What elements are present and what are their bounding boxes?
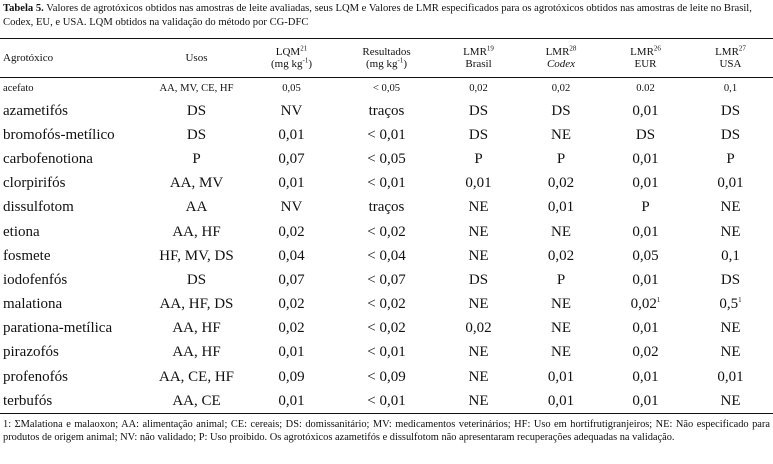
cell-usos: AA, HF — [172, 344, 221, 361]
cell-usos: AA, HF — [172, 223, 221, 240]
header-row — [0, 39, 773, 78]
cell-lmr-brasil: DS — [468, 271, 489, 288]
cell-agrotoxico: malationa — [3, 296, 63, 313]
table-row — [0, 172, 773, 196]
cell-lmr-brasil: P — [474, 150, 483, 167]
cell-lmr-codex: NE — [551, 223, 571, 240]
cell-resultados: < 0,09 — [367, 368, 406, 385]
cell-usos: DS — [186, 271, 207, 288]
table-row — [0, 123, 773, 147]
cell-lmr-usa: DS — [720, 271, 741, 288]
cell-lmr-codex: 0,02 — [547, 175, 575, 192]
cell-resultados: traços — [368, 199, 405, 216]
cell-lqm: 0,09 — [278, 368, 305, 385]
cell-lmr-codex: 0,01 — [547, 199, 575, 216]
cell-lqm: 0,02 — [278, 320, 305, 337]
cell-lmr-codex: NE — [551, 126, 571, 143]
cell-lqm: 0,01 — [278, 126, 305, 143]
cell-usos: P — [192, 150, 201, 167]
cell-lmr-brasil: DS — [468, 102, 489, 119]
cell-resultados: < 0,07 — [367, 271, 406, 288]
cell-agrotoxico: azametifós — [3, 102, 68, 119]
cell-resultados: < 0,02 — [367, 296, 406, 313]
cell-usos: AA, MV — [169, 175, 224, 192]
cell-lmr-eur: 0,01 — [632, 320, 659, 337]
header-lmr-usa: LMR$^{27}$ USA — [715, 44, 746, 70]
cell-lmr-brasil: DS — [468, 126, 489, 143]
cell-lmr-brasil: NE — [468, 368, 489, 385]
cell-usos: DS — [186, 102, 207, 119]
cell-lmr-eur: 0,02$^1$ — [630, 296, 661, 313]
cell-lmr-eur: 0,01 — [632, 271, 659, 288]
cell-agrotoxico: terbufós — [3, 392, 53, 409]
cell-lmr-codex: 0,02 — [551, 83, 571, 94]
cell-lmr-usa: NE — [720, 223, 741, 240]
cell-lqm: NV — [280, 199, 303, 216]
cell-usos: AA, HF — [172, 320, 221, 337]
cell-lmr-usa: 0,01 — [717, 175, 744, 192]
cell-lmr-eur: 0.02 — [636, 83, 655, 94]
cell-usos: AA, CE, HF — [158, 368, 234, 385]
table-row — [0, 78, 773, 100]
cell-lmr-usa: 0,1 — [721, 247, 740, 264]
cell-usos: DS — [186, 126, 207, 143]
cell-lqm: 0,02 — [278, 223, 305, 240]
header-resultados: Resultados (mg $kg^{-1}$) — [362, 46, 411, 70]
cell-lmr-codex: P — [556, 271, 566, 288]
cell-lmr-eur: P — [641, 199, 650, 216]
header-lmr-eur: LMR$^{26}$ EUR — [630, 44, 661, 70]
cell-lqm: 0,05 — [282, 83, 301, 94]
cell-lmr-usa: NE — [720, 320, 741, 337]
table-row — [0, 365, 773, 389]
table-row — [0, 268, 773, 292]
cell-lqm: NV — [280, 102, 303, 119]
cell-lmr-eur: 0,01 — [632, 175, 659, 192]
cell-resultados: < 0,02 — [367, 320, 406, 337]
cell-lqm: 0,07 — [278, 271, 305, 288]
cell-usos: HF, MV, DS — [159, 247, 234, 264]
cell-lmr-codex: NE — [551, 296, 571, 313]
table-row — [0, 389, 773, 414]
cell-lmr-brasil: NE — [468, 392, 489, 409]
cell-lmr-usa: NE — [720, 344, 741, 361]
cell-lmr-brasil: 0,02 — [465, 320, 492, 337]
cell-lmr-eur: DS — [635, 126, 656, 143]
cell-agrotoxico: acefato — [3, 83, 34, 94]
cell-lmr-usa: DS — [720, 126, 741, 143]
cell-lmr-usa: 0,1 — [723, 83, 738, 94]
header-lmr-brasil: LMR$^{19}$ Brasil — [463, 44, 494, 70]
table-row — [0, 293, 773, 317]
cell-lqm: 0,01 — [278, 175, 305, 192]
cell-lmr-brasil: NE — [468, 199, 489, 216]
cell-agrotoxico: bromofós-metílico — [3, 126, 115, 143]
cell-lmr-codex: P — [556, 150, 566, 167]
cell-lqm: 0,01 — [278, 344, 305, 361]
cell-resultados: < 0,02 — [367, 223, 406, 240]
cell-lqm: 0,04 — [278, 247, 305, 264]
cell-lmr-brasil: NE — [468, 344, 489, 361]
table-footnote: 1: ΣMalationa e malaoxon; AA: alimentação animal; CE: cereais; DS: domissanitário; MV: medicamentos veterinários; HF: Uso em hortifrutigranjeiros; NE: Não especificado para produtos de origem animal; NV: não validado; P: Uso proibido. Os agrotóxicos azametifós e dissulfotom não apresentaram recuperações adequadas na validação. — [3, 419, 770, 444]
footnote-marker: 1 — [656, 296, 661, 305]
cell-resultados: < 0,05 — [372, 83, 401, 94]
table-row — [0, 99, 773, 123]
header-agrotoxico: Agrotóxico — [3, 52, 54, 64]
table-caption — [3, 2, 771, 30]
cell-lmr-usa: DS — [720, 102, 741, 119]
cell-lmr-eur: 0,01 — [632, 150, 659, 167]
cell-lmr-codex: NE — [551, 344, 571, 361]
cell-resultados: < 0,05 — [367, 150, 406, 167]
cell-agrotoxico: parationa-metílica — [3, 320, 113, 337]
cell-lqm: 0,02 — [278, 296, 305, 313]
cell-usos: AA, CE — [172, 392, 221, 409]
caption-text: Valores de agrotóxicos obtidos nas amostras de leite avaliadas, seus LQM e Valores de LMR especificados para os agrotóxicos obtidos nas amostras de leite no Brasil, Codex, EU, e USA. LQM obtidos na validação do método por CG-DFC — [3, 3, 752, 28]
cell-agrotoxico: carbofenotiona — [3, 150, 93, 167]
cell-agrotoxico: etiona — [3, 223, 40, 240]
cell-resultados: < 0,01 — [367, 126, 406, 143]
table-row — [0, 220, 773, 244]
cell-resultados: traços — [368, 102, 405, 119]
cell-lmr-eur: 0,02 — [632, 344, 659, 361]
cell-lmr-usa: $0,5^1$ — [719, 296, 742, 313]
header-lmr-codex: LMR$^{28}$ Codex — [545, 44, 577, 70]
cell-lmr-brasil: 0,01 — [465, 175, 492, 192]
cell-lqm: 0,01 — [278, 392, 305, 409]
cell-usos: AA, MV, CE, HF — [159, 83, 234, 94]
cell-lmr-codex: DS — [551, 102, 571, 119]
cell-agrotoxico: clorpirifós — [3, 175, 66, 192]
cell-lmr-usa: P — [726, 150, 735, 167]
cell-lmr-eur: 0,05 — [632, 247, 659, 264]
cell-lmr-codex: 0,01 — [547, 368, 575, 385]
cell-agrotoxico: iodofenfós — [3, 271, 68, 288]
cell-lmr-eur: 0,01 — [632, 392, 659, 409]
cell-lmr-codex: 0,02 — [547, 247, 575, 264]
cell-lmr-usa: 0,01 — [717, 368, 744, 385]
caption-label: Tabela 5. — [3, 3, 44, 14]
table-body — [0, 78, 773, 414]
cell-agrotoxico: profenofós — [3, 368, 68, 385]
cell-lmr-brasil: NE — [468, 223, 489, 240]
cell-lmr-eur: 0,01 — [632, 368, 659, 385]
cell-resultados: < 0,04 — [367, 247, 406, 264]
cell-resultados: < 0,01 — [367, 392, 406, 409]
cell-resultados: < 0,01 — [367, 344, 406, 361]
cell-agrotoxico: fosmete — [3, 247, 51, 264]
cell-lmr-codex: NE — [551, 320, 571, 337]
cell-lmr-usa: NE — [720, 392, 741, 409]
table-row — [0, 317, 773, 341]
cell-lmr-brasil: NE — [468, 296, 489, 313]
cell-agrotoxico: pirazofós — [3, 344, 59, 361]
table-row — [0, 147, 773, 171]
header-lqm: LQM$^{21}$ (mg $kg^{-1}$) — [271, 44, 312, 70]
cell-usos: AA, HF, DS — [159, 296, 234, 313]
cell-lqm: 0,07 — [278, 150, 305, 167]
cell-resultados: < 0,01 — [367, 175, 406, 192]
results-table — [0, 38, 773, 414]
cell-lmr-brasil: NE — [468, 247, 489, 264]
cell-lmr-eur: 0,01 — [632, 223, 659, 240]
cell-usos: AA — [185, 199, 208, 216]
cell-agrotoxico: dissulfotom — [3, 199, 74, 216]
table-row — [0, 196, 773, 220]
cell-lmr-usa: NE — [720, 199, 741, 216]
footnote-marker: 1 — [738, 296, 742, 305]
cell-lmr-eur: 0,01 — [632, 102, 659, 119]
header-usos: Usos — [185, 52, 208, 64]
cell-lmr-codex: 0,01 — [547, 392, 575, 409]
cell-lmr-brasil: 0,02 — [469, 83, 488, 94]
table-row — [0, 341, 773, 365]
table-row — [0, 244, 773, 268]
